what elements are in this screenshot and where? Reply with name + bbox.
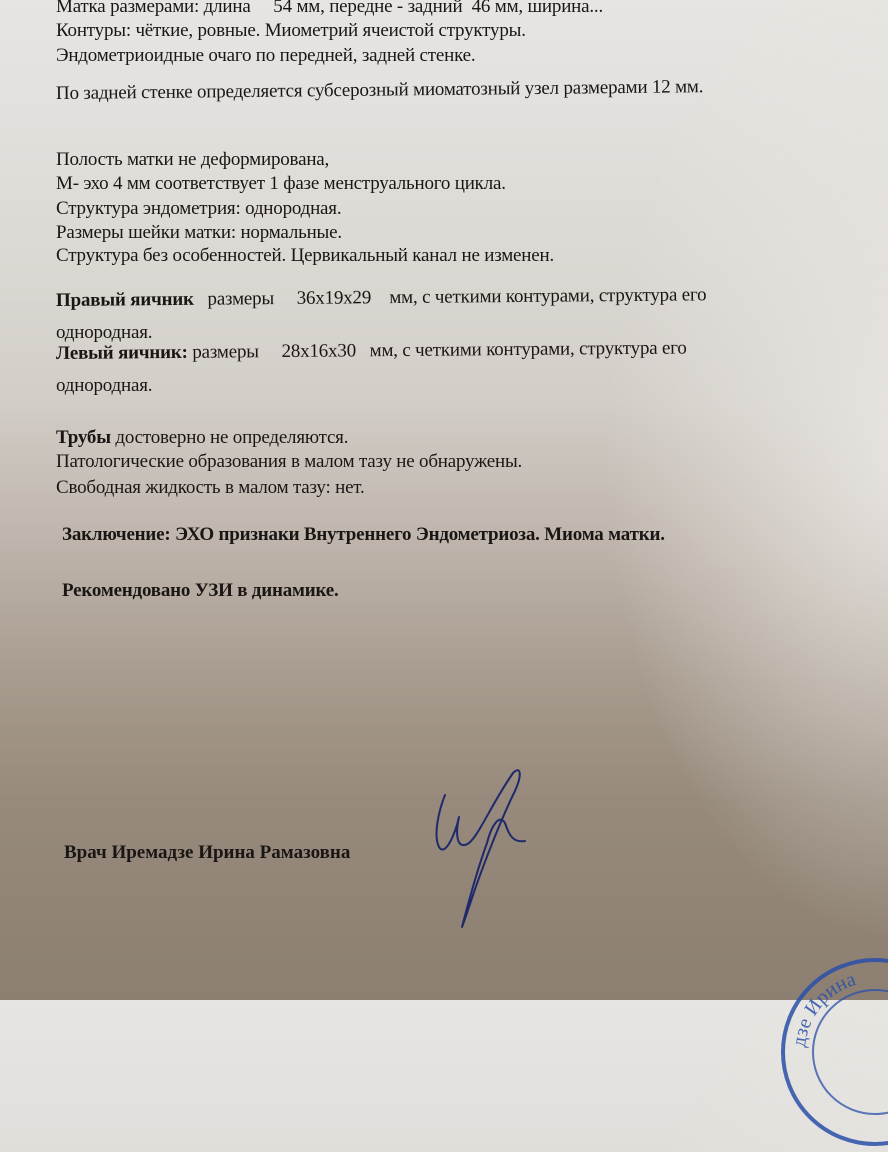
recommendation-line: Рекомендовано УЗИ в динамике. (62, 580, 339, 601)
stamp-seal-icon (775, 952, 888, 1152)
free-fluid-line: Свободная жидкость в малом тазу: нет. (56, 477, 365, 498)
tubes-label: Трубы (56, 427, 111, 448)
tubes-text: достоверно не определяются. (110, 427, 349, 448)
cervix-size-line: Размеры шейки матки: нормальные. (56, 222, 342, 243)
right-ovary-label: Правый яичник (55, 288, 194, 311)
right-ovary-text: размеры 36x19x29 мм, с четкими контурами, структура его (193, 284, 707, 310)
right-ovary-line (56, 284, 707, 312)
endometrioid-foci-line: Эндометриоидные очаго по передней, задней стенке. (56, 45, 476, 66)
endometrium-structure-line: Структура эндометрия: однородная. (56, 198, 342, 219)
left-ovary-continuation: однородная. (56, 375, 153, 396)
contours-line: Контуры: чёткие, ровные. Миометрий ячеистой структуры. (56, 20, 526, 41)
cavity-line: Полость матки не деформирована, (56, 149, 330, 170)
doctor-name: Врач Иремадзе Ирина Рамазовна (64, 842, 351, 863)
pathology-line: Патологические образования в малом тазу не обнаружены. (56, 451, 523, 472)
right-ovary-continuation: однородная. (56, 322, 153, 343)
conclusion-line: Заключение: ЭХО признаки Внутреннего Эндометриоза. Миома матки. (62, 524, 665, 545)
myoma-node-line: По задней стенке определяется субсерозный миоматозный узел размерами 12 мм. (55, 76, 704, 104)
cervical-canal-line: Структура без особенностей. Цервикальный канал не изменен. (56, 245, 555, 266)
left-ovary-label: Левый яичник: (55, 341, 188, 364)
tubes-line (56, 427, 348, 449)
signature-icon (425, 765, 535, 930)
svg-text:дзе Ирина: дзе Ирина (788, 968, 859, 1049)
left-ovary-text: размеры 28x16x30 мм, с четкими контурами, структура его (187, 337, 687, 363)
uterus-size-line: Матка размерами: длина 54 мм, передне - задний 46 мм, ширина... (56, 0, 604, 17)
m-echo-line: М- эхо 4 мм соответствует 1 фазе менструального цикла. (56, 173, 506, 194)
left-ovary-line (56, 337, 687, 365)
